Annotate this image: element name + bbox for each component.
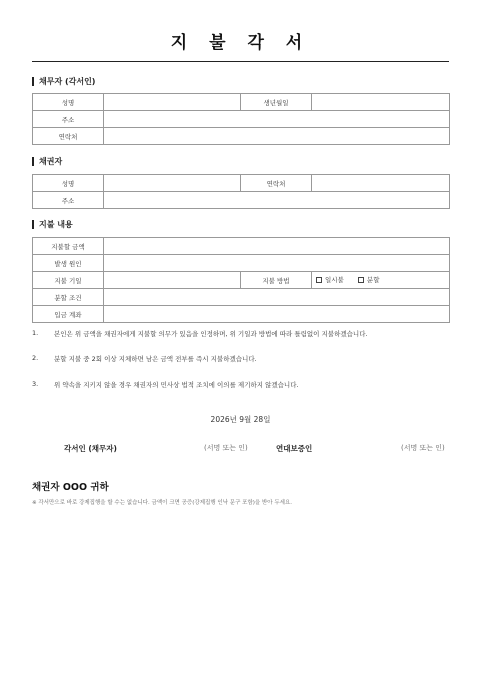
title-divider xyxy=(32,61,449,62)
addressee: 채권자 OOO 귀하 xyxy=(32,482,109,493)
clause-text: 위 약속을 지키지 않을 경우 채권자의 민사상 법적 조치에 이의를 제기하지 않겠습니다. xyxy=(54,381,299,389)
field-label: 생년월일 xyxy=(241,94,312,111)
creditor-name-field[interactable] xyxy=(104,175,241,192)
section-marker xyxy=(32,157,34,166)
checkbox-icon xyxy=(316,277,322,283)
debtor-signature-field[interactable]: (서명 또는 인) xyxy=(204,444,248,452)
clause-2 xyxy=(32,354,449,363)
field-label: 주소 xyxy=(33,192,104,209)
section-heading-text: 지불 내용 xyxy=(39,220,73,229)
field-label: 연락처 xyxy=(241,175,312,192)
payment-cause-field[interactable] xyxy=(104,255,450,272)
table-row xyxy=(33,94,450,111)
installment-terms-field[interactable] xyxy=(104,289,450,306)
creditor-contact-field[interactable] xyxy=(312,175,450,192)
table-row xyxy=(33,289,450,306)
field-label: 입금 계좌 xyxy=(33,306,104,323)
debtor-table xyxy=(32,93,450,145)
guarantor-signature-label: 연대보증인 xyxy=(276,444,313,453)
clause-3 xyxy=(32,380,449,389)
field-label: 주소 xyxy=(33,111,104,128)
debtor-name-field[interactable] xyxy=(104,94,241,111)
debtor-contact-field[interactable] xyxy=(104,128,450,145)
guarantor-signature-field[interactable]: (서명 또는 인) xyxy=(401,444,445,452)
section-heading-text: 채무자 (각서인) xyxy=(39,77,96,86)
table-row xyxy=(33,128,450,145)
deposit-account-field[interactable] xyxy=(104,306,450,323)
section-heading-creditor xyxy=(32,156,62,167)
payment-method-field xyxy=(312,272,450,289)
checkbox-icon xyxy=(358,277,364,283)
section-heading-payment xyxy=(32,219,73,230)
section-marker xyxy=(32,220,34,229)
option-label: 분할 xyxy=(366,276,380,285)
field-label: 지불 기일 xyxy=(33,272,104,289)
document-date: 2026년 9월 28일 xyxy=(210,415,271,424)
payment-table xyxy=(32,237,450,323)
field-label: 성명 xyxy=(33,175,104,192)
debtor-birthdate-field[interactable] xyxy=(312,94,450,111)
field-label: 지불할 금액 xyxy=(33,238,104,255)
field-label: 지불 방법 xyxy=(241,272,312,289)
footnote: ※ 각서만으로 바로 강제집행을 할 수는 없습니다. 금액이 크면 공증(강제집행 인낙 문구 포함)을 받아 두세요. xyxy=(32,500,293,506)
field-label: 발생 원인 xyxy=(33,255,104,272)
document-title: 지 불 각 서 xyxy=(170,33,311,53)
table-row xyxy=(33,306,450,323)
table-row xyxy=(33,272,450,289)
clause-text: 본인은 위 금액을 채권자에게 지불할 의무가 있음을 인정하며, 위 기일과 방법에 따라 틀림없이 지불하겠습니다. xyxy=(54,330,368,338)
clause-number: 1. xyxy=(32,329,39,337)
section-heading-debtor xyxy=(32,76,95,87)
debtor-address-field[interactable] xyxy=(104,111,450,128)
clause-number: 2. xyxy=(32,354,39,362)
clause-text: 분할 지불 중 2회 이상 지체하면 남은 금액 전부를 즉시 지불하겠습니다. xyxy=(54,355,257,363)
creditor-address-field[interactable] xyxy=(104,192,450,209)
table-row xyxy=(33,192,450,209)
method-option-installment[interactable] xyxy=(358,275,380,284)
clause-1 xyxy=(32,329,449,338)
clause-number: 3. xyxy=(32,380,39,388)
table-row xyxy=(33,111,450,128)
payment-amount-field[interactable] xyxy=(104,238,450,255)
table-row xyxy=(33,255,450,272)
section-heading-text: 채권자 xyxy=(39,157,63,166)
table-row xyxy=(33,175,450,192)
field-label: 성명 xyxy=(33,94,104,111)
section-marker xyxy=(32,77,34,86)
table-row xyxy=(33,238,450,255)
option-label: 일시불 xyxy=(325,276,344,285)
field-label: 연락처 xyxy=(33,128,104,145)
creditor-table xyxy=(32,174,450,209)
payment-due-date-field[interactable] xyxy=(104,272,241,289)
field-label: 분할 조건 xyxy=(33,289,104,306)
method-option-lump-sum[interactable] xyxy=(316,275,344,284)
debtor-signature-label: 각서인 (채무자) xyxy=(64,444,117,453)
